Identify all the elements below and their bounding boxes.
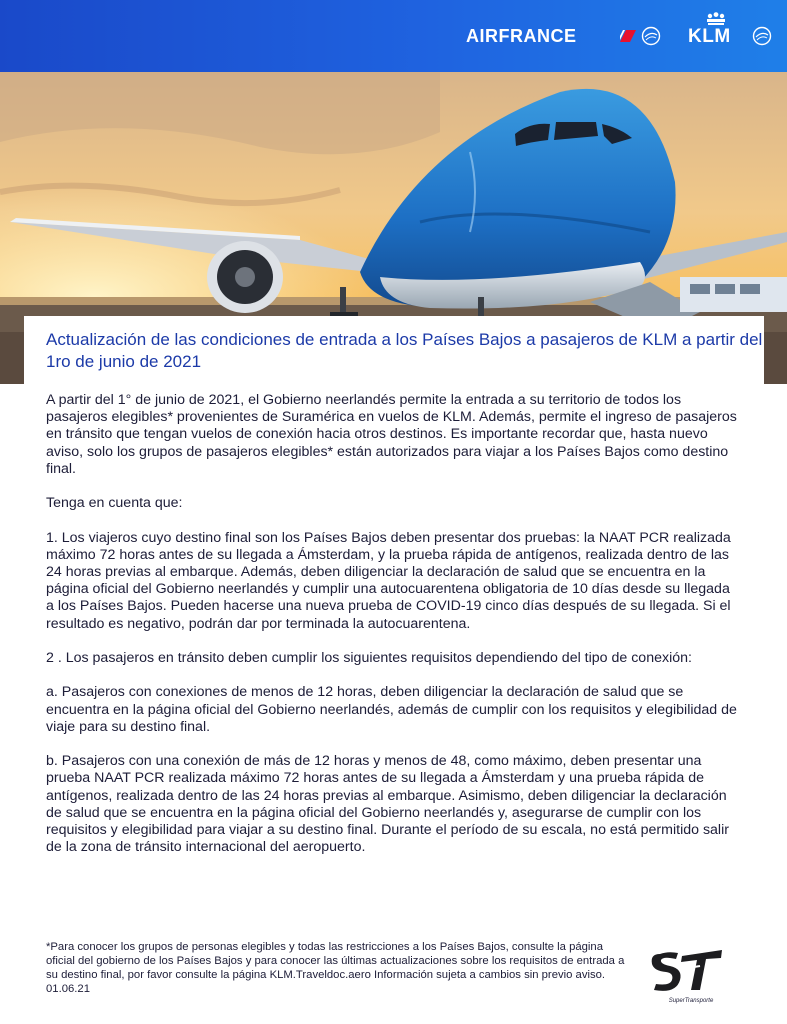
requirement-2-paragraph: 2 . Los pasajeros en tránsito deben cumplir los siguientes requisitos dependiendo del tipo de conexión: bbox=[46, 650, 692, 666]
supertransporte-logo bbox=[648, 944, 732, 1006]
brand-header bbox=[0, 0, 787, 72]
intro-paragraph: A partir del 1° de junio de 2021, el Gobierno neerlandés permite la entrada a su territorio de todos los pasajeros elegibles* provenientes de Suramérica en vuelos de KLM. Además, permite el ingreso de pasajeros en tránsito que tengan vuelos de conexión hacia otros destinos. Es importante recordar que, hasta nuevo aviso, solo los grupos de pasajeros elegibles* están autorizados para viajar a los Países Bajos como destino final. bbox=[46, 392, 737, 477]
footnote: *Para conocer los grupos de personas elegibles y todas las restricciones a los Países Bajos, consulte la página oficial del gobierno de los Países Bajos y para conocer las últimas actualizaciones sobre los requisitos de entrada a su destino final, por favor consulte la página KLM.Traveldoc.aero Información sujeta a cambios sin previo aviso. 01.06.21 bbox=[46, 941, 625, 995]
page-title: Actualización de las condiciones de entrada a los Países Bajos a pasajeros de KLM a partir del 1ro de junio de 2021 bbox=[46, 330, 763, 371]
airfrance-logo: AIRFRANCE bbox=[466, 26, 577, 46]
airfrance-stripe-icon bbox=[620, 28, 636, 44]
klm-logo: KLM bbox=[688, 26, 731, 47]
requirement-2b-paragraph: b. Pasajeros con una conexión de más de 12 horas y menos de 48, como máximo, deben presentar una prueba NAAT PCR realizada máximo 72 horas antes de su llegada a Ámsterdam y una prueba rápida de antígenos, realizada dentro de las 24 horas previas al embarque. Asimismo, deben diligenciar la declaración de salud que se encuentra en la página oficial del Gobierno neerlandés y, asegurarse de cumplir con los requisitos y elegibilidad para viajar a su destino final. Durante el período de su escala, no está permitido salir de la zona de tránsito internacional del aeropuerto. bbox=[46, 753, 729, 856]
note-heading: Tenga en cuenta que: bbox=[46, 495, 183, 512]
klm-crown-icon bbox=[703, 12, 729, 26]
skyteam-seal-icon bbox=[641, 26, 661, 46]
skyteam-seal-icon bbox=[752, 26, 772, 46]
requirement-2a-paragraph: a. Pasajeros con conexiones de menos de 12 horas, deben diligenciar la declaración de salud que se encuentra en la página oficial del Gobierno neerlandés, además de cumplir con los requisitos y elegibilidad de viaje para su destino final. bbox=[46, 684, 737, 735]
supertransporte-tagline: SuperTransporte bbox=[668, 998, 714, 1004]
requirement-1-paragraph: 1. Los viajeros cuyo destino final son los Países Bajos deben presentar dos pruebas: la NAAT PCR realizada máximo 72 horas antes de su llegada a Ámsterdam, y la prueba rápida de antígenos, realizada dentro de las 24 horas previas al embarque. Además, deben diligenciar la declaración de salud que se encuentra en la página oficial del Gobierno neerlandés y cumplir una autocuarentena obligatoria de 10 días desde su llegada a los Países Bajos. Pueden hacerse una nueva prueba de COVID-19 cinco días después de su llegada. Si el resultado es negativo, podrán dar por terminada la autocuarentena. bbox=[46, 529, 731, 632]
article-body bbox=[46, 392, 738, 874]
